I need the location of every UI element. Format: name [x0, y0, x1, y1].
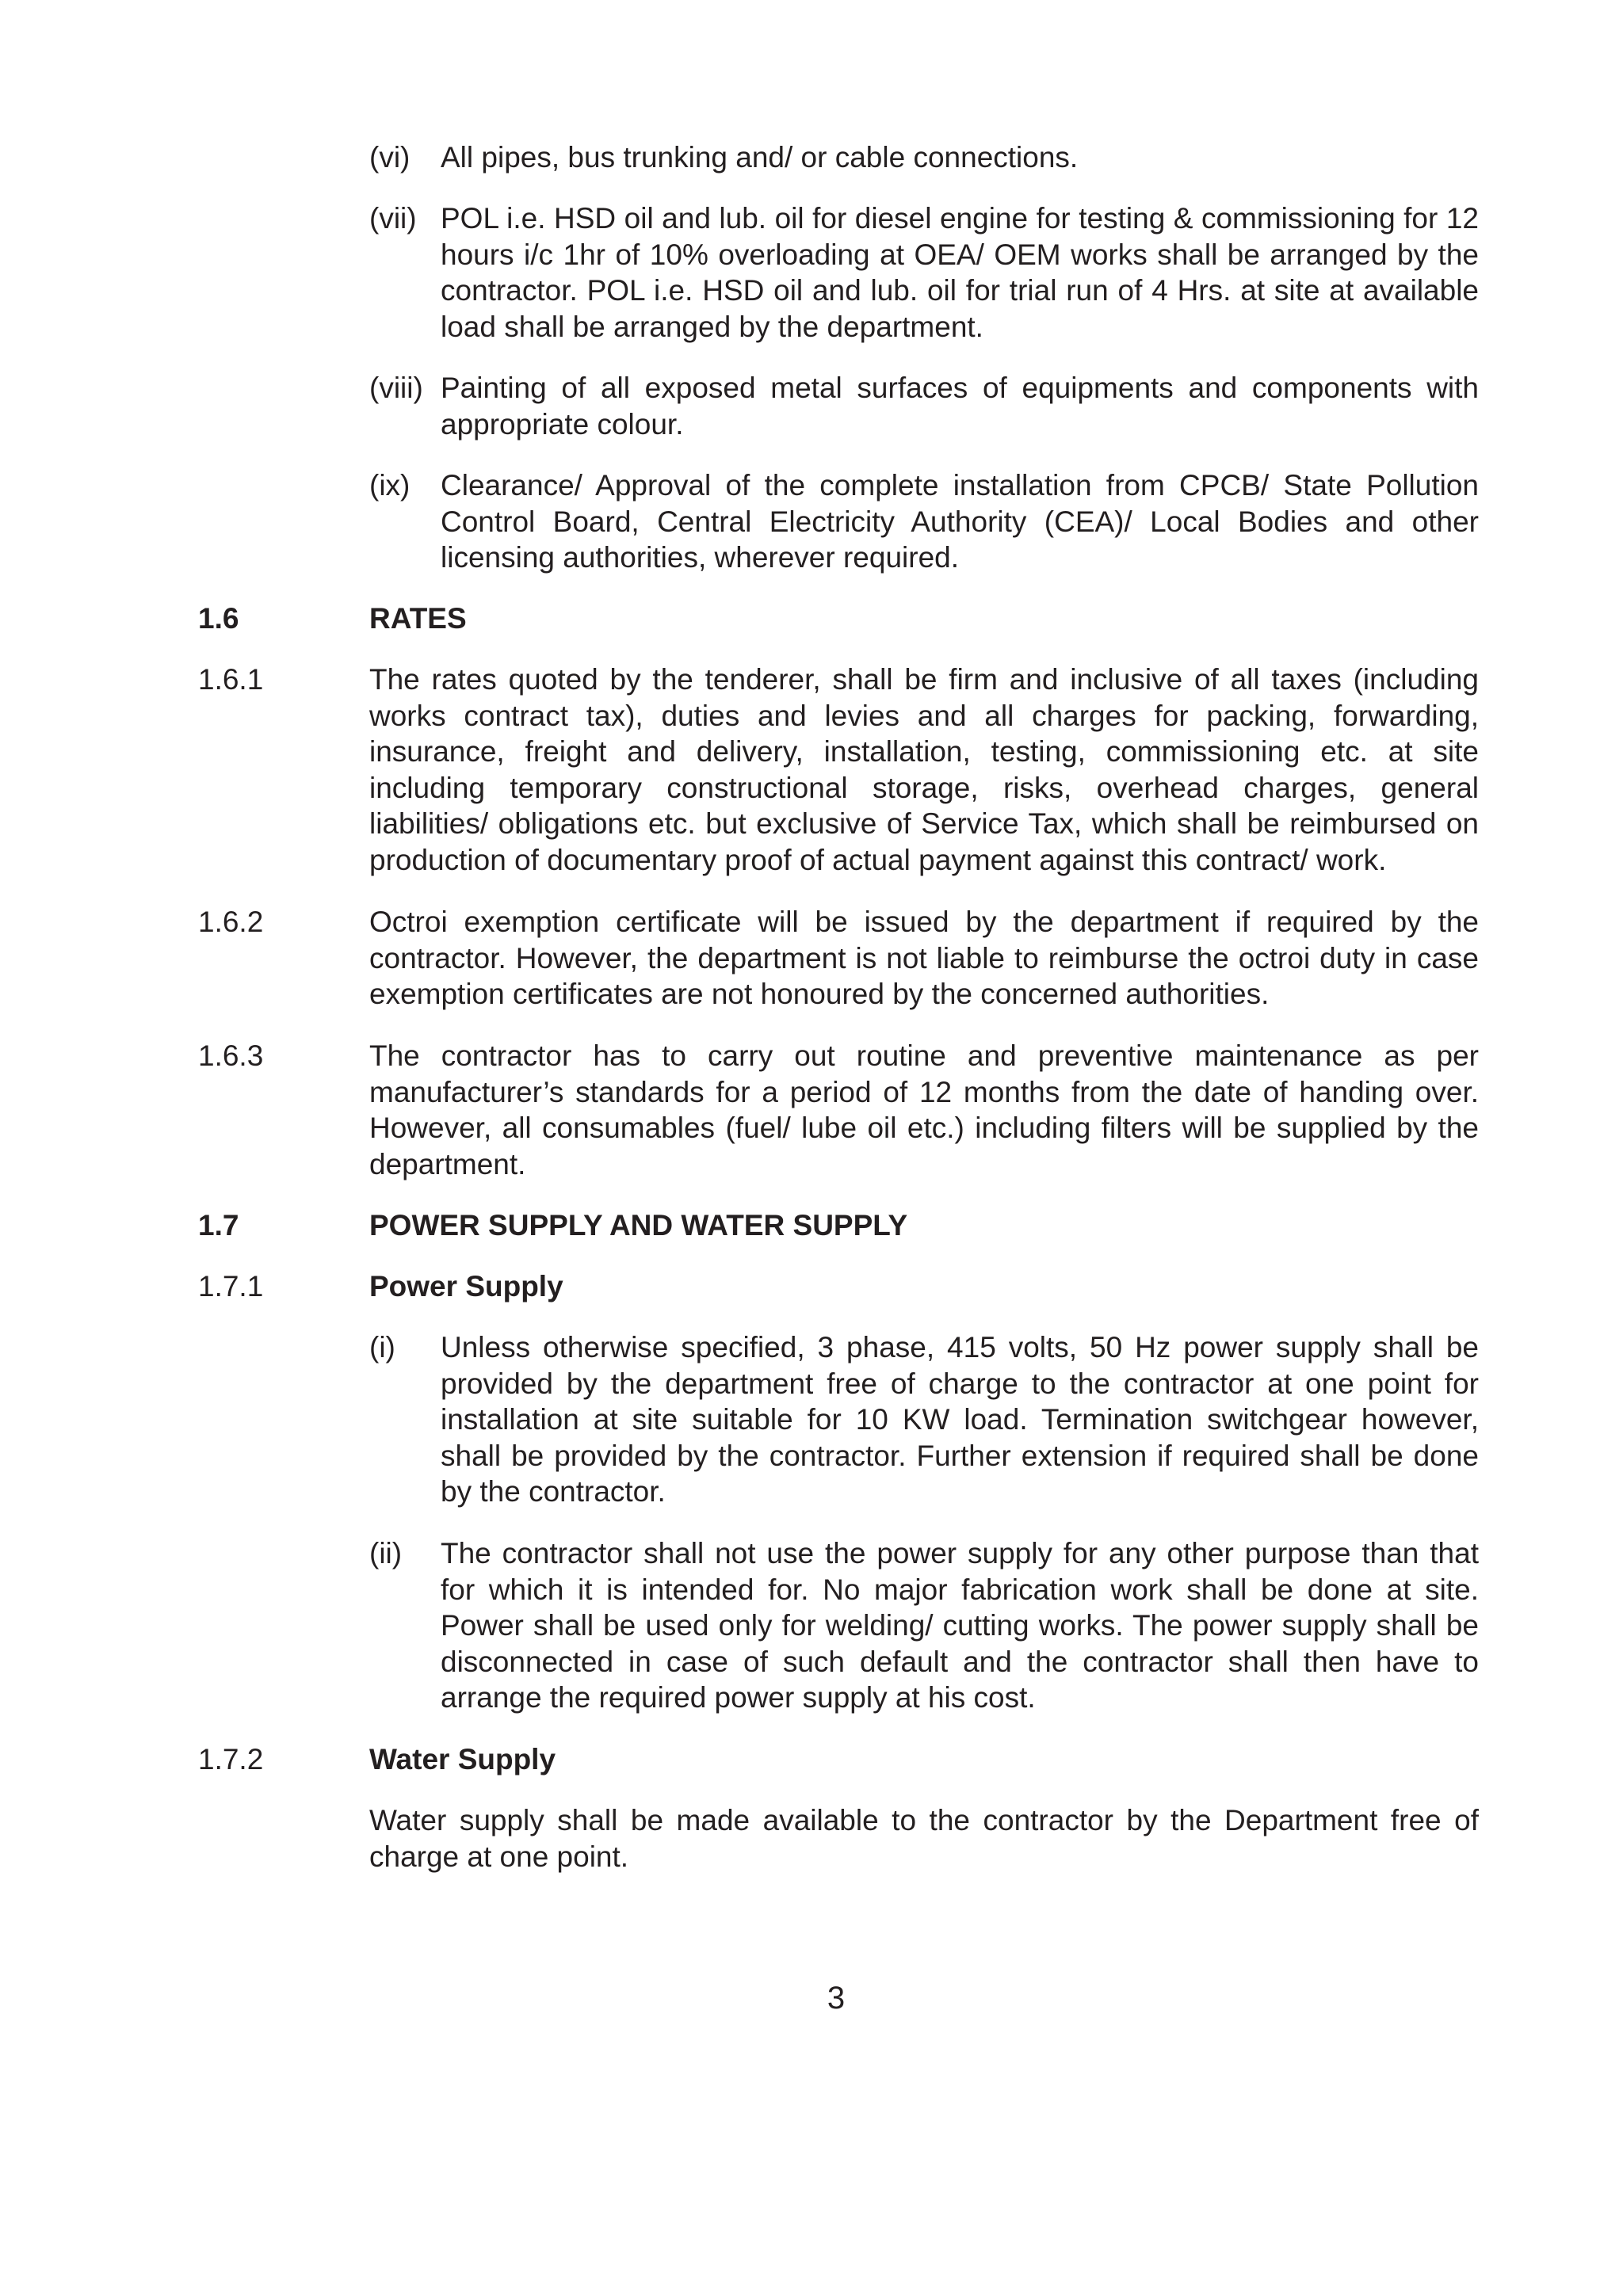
list-item-text: The contractor shall not use the power supply for any other purpose than that for which it is intended for. No major fabrication work shall be done at site. Power shall be used only for welding/ cutting works. The power supply shall be disconnected in case of such default and the contractor shall then have to arrange the required power supply at his cost.: [441, 1537, 1479, 1714]
page-number: 3: [827, 1981, 846, 2016]
subsection-number: 1.7.2: [198, 1743, 264, 1775]
list-item-vii: [369, 200, 1479, 345]
list-item-number: (viii): [369, 372, 423, 404]
list-item-text: All pipes, bus trunking and/ or cable connections.: [441, 141, 1079, 174]
clause-number: 1.6.2: [198, 906, 264, 938]
clause-text: The contractor has to carry out routine and preventive maintenance as per manufacturer’s standards for a period of 12 months from the date of handing over. However, all consumables (fuel/ lube oil etc.) including filters will be supplied by the department.: [369, 1039, 1479, 1180]
clause-number: 1.6.1: [198, 663, 264, 696]
list-item-number: (ii): [369, 1537, 403, 1569]
list-item-vi: [369, 139, 1479, 176]
section-title: RATES: [369, 602, 467, 635]
subsection-number: 1.7.1: [198, 1270, 264, 1302]
list-item-viii: [369, 370, 1479, 442]
list-item-number: (vi): [369, 141, 411, 174]
section-title: POWER SUPPLY AND WATER SUPPLY: [369, 1209, 908, 1241]
section-number: 1.7: [198, 1209, 239, 1241]
list-item-text: Clearance/ Approval of the complete installation from CPCB/ State Pollution Control Board, Central Electricity Authority (CEA)/ Local Bodies and other licensing authorities, wherever required.: [441, 469, 1479, 574]
clause-text: Octroi exemption certificate will be issued by the department if required by the contractor. However, the department is not liable to reimburse the octroi duty in case exemption certificates are not honoured by the concerned authorities.: [369, 906, 1479, 1010]
list-item-text: POL i.e. HSD oil and lub. oil for diesel engine for testing & commissioning for 12 hours i/c 1hr of 10% overloading at OEA/ OEM works shall be arranged by the contractor. POL i.e. HSD oil and lub. oil for trial run of 4 Hrs. at site at available load shall be arranged by the department.: [441, 202, 1479, 343]
list-item-ii: [369, 1535, 1479, 1716]
list-item-number: (vii): [369, 202, 417, 235]
list-item-number: (ix): [369, 469, 411, 502]
list-item-i: [369, 1329, 1479, 1510]
list-item-number: (i): [369, 1331, 395, 1363]
subsection-title: Water Supply: [369, 1743, 556, 1775]
subsection-title: Power Supply: [369, 1270, 563, 1302]
water-supply-text: Water supply shall be made available to the contractor by the Department free of charge at one point.: [369, 1804, 1479, 1873]
list-item-ix: [369, 467, 1479, 576]
clause-number: 1.6.3: [198, 1039, 264, 1072]
section-number: 1.6: [198, 602, 239, 635]
clause-text: The rates quoted by the tenderer, shall be firm and inclusive of all taxes (including works contract tax), duties and levies and all charges for packing, forwarding, insurance, freight and delivery, installation, testing, commissioning etc. at site including temporary constructional storage, risks, overhead charges, general liabilities/ obligations etc. but exclusive of Service Tax, which shall be reimbursed on production of documentary proof of actual payment against this contract/ work.: [369, 663, 1479, 876]
list-item-text: Painting of all exposed metal surfaces of equipments and components with appropriate colour.: [441, 372, 1479, 441]
list-item-text: Unless otherwise specified, 3 phase, 415 volts, 50 Hz power supply shall be provided by the department free of charge to the contractor at one point for installation at site suitable for 10 KW load. Termination switchgear however, shall be provided by the contractor. Further extension if required shall be done by the contractor.: [441, 1331, 1479, 1508]
